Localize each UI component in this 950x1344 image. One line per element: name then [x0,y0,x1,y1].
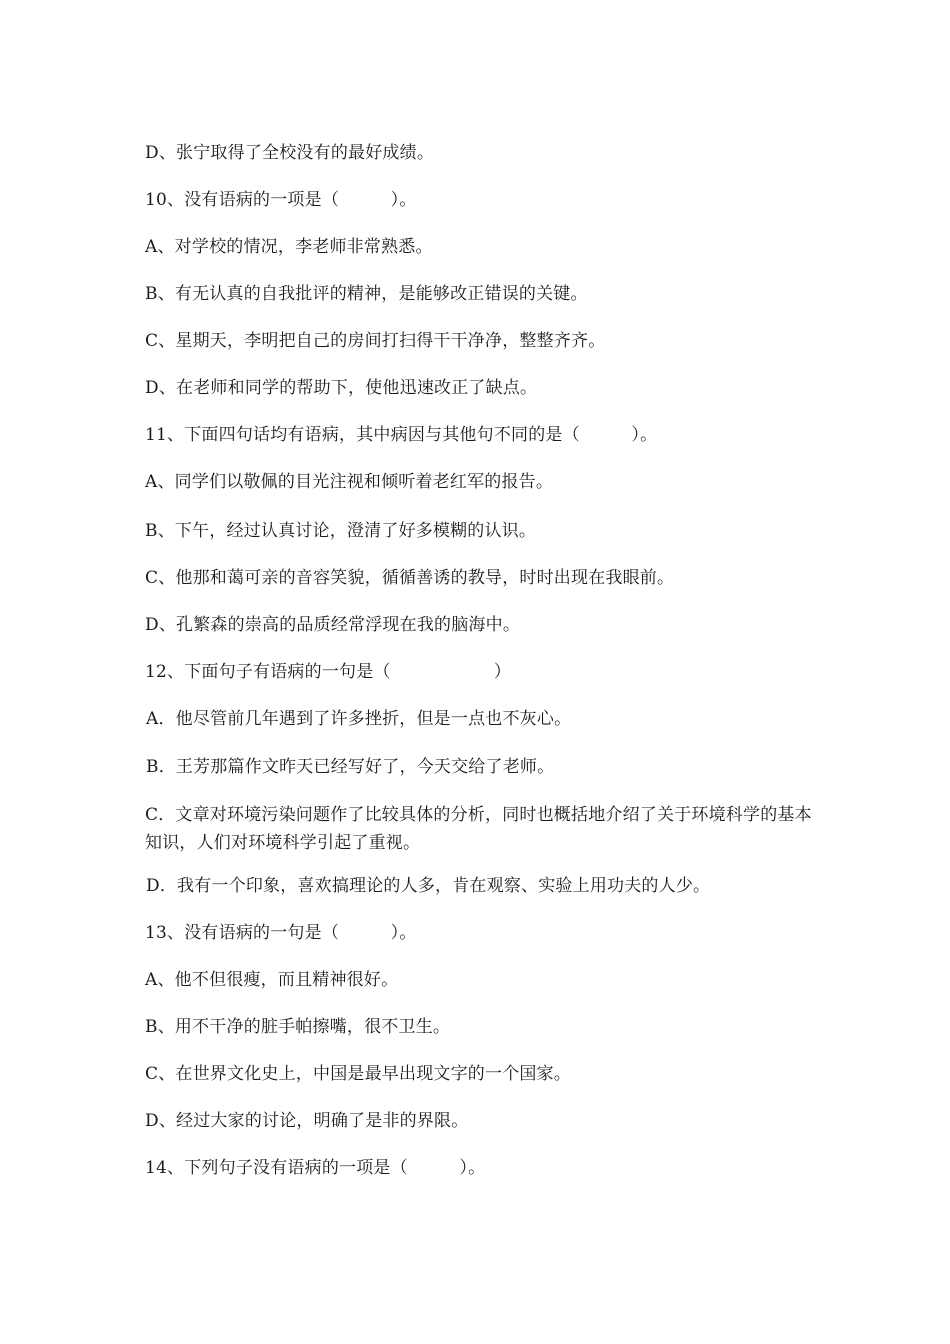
option-12d: D．我有一个印象，喜欢搞理论的人多，肯在观察、实验上用功夫的人少。 [146,876,711,896]
question-13: 13、没有语病的一句是（ ）。 [145,923,417,943]
option-11a: A、同学们以敬佩的目光注视和倾听着老红军的报告。 [145,472,554,492]
option-10a: A、对学校的情况，李老师非常熟悉。 [145,237,433,257]
option-13a: A、他不但很瘦，而且精神很好。 [145,970,399,990]
option-10b: B、有无认真的自我批评的精神，是能够改正错误的关键。 [145,284,588,304]
option-13b: B、用不干净的脏手帕擦嘴，很不卫生。 [145,1017,451,1037]
option-12a: A．他尽管前几年遇到了许多挫折，但是一点也不灰心。 [146,709,572,729]
option-12c: C．文章对环境污染问题作了比较具体的分析，同时也概括地介绍了关于环境科学的基本知识，人们对环境科学引起了重视。 [145,805,812,853]
question-11: 11、下面四句话均有语病，其中病因与其他句不同的是（ ）。 [145,425,658,445]
option-10d: D、在老师和同学的帮助下，使他迅速改正了缺点。 [145,378,538,398]
option-10c: C、星期天，李明把自己的房间打扫得干干净净，整整齐齐。 [145,331,606,351]
question-14: 14、下列句子没有语病的一项是（ ）。 [145,1158,486,1178]
option-11d: D、孔繁森的崇高的品质经常浮现在我的脑海中。 [145,615,521,635]
option-11b: B、下午，经过认真讨论，澄清了好多模糊的认识。 [145,521,537,541]
question-10: 10、没有语病的一项是（ ）。 [145,190,417,210]
option-13d: D、经过大家的讨论，明确了是非的界限。 [145,1111,469,1131]
option-13c: C、在世界文化史上，中国是最早出现文字的一个国家。 [145,1064,572,1084]
option-11c: C、他那和蔼可亲的音容笑貌，循循善诱的教导，时时出现在我眼前。 [145,568,675,588]
option-12b: B．王芳那篇作文昨天已经写好了，今天交给了老师。 [146,757,555,777]
option-9d: D、张宁取得了全校没有的最好成绩。 [145,143,435,163]
question-12: 12、下面句子有语病的一句是（ ） [145,662,512,682]
